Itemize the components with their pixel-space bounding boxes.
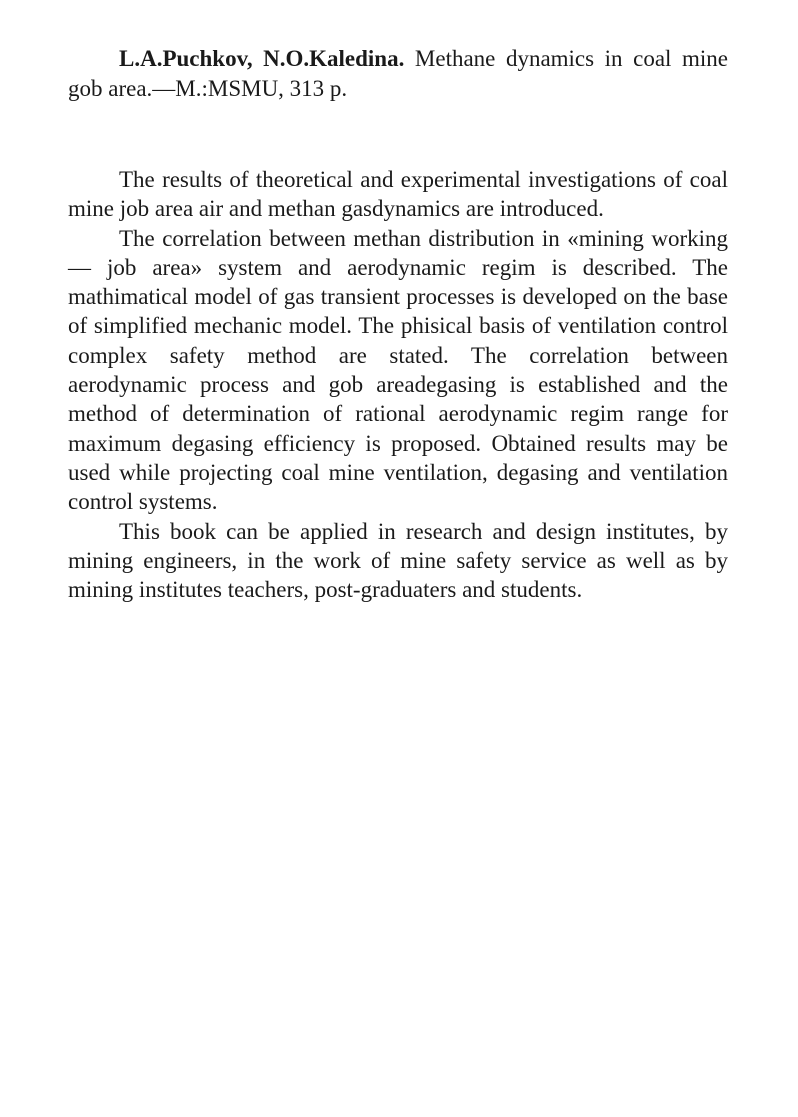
abstract-paragraph-1: The results of theoretical and experimental investigations of coal mine job area air and methan gasdynamics are introduced. [68,167,728,222]
abstract [68,165,728,604]
bibliographic-citation [68,44,728,103]
citation-authors: L.A.Puchkov, N.O.Kaledina. [119,46,405,71]
abstract-paragraph-3: This book can be applied in research and design institutes, by mining engineers, in the work of mine safety service as well as by mining institutes teachers, post-graduaters and students. [68,518,728,603]
document-page [68,44,728,604]
citation-title-publisher: Methane dynamics in coal mine gob area.—M.:MSMU, 313 p. [68,46,728,101]
abstract-paragraph-2: The correlation between methan distribution in «mining working — job area» system and aerodynamic regim is described. The mathimatical model of gas transient processes is developed on the base of simplified mechanic model. The phisical basis of ventilation control complex safety method are stated. The correlation between aerodynamic process and gob areadegasing is established and the method of determination of rational aerodynamic regim range for maximum degasing efficiency is proposed. Obtained results may be used while projecting coal mine ventilation, degasing and ventilation control systems. [68,225,728,515]
